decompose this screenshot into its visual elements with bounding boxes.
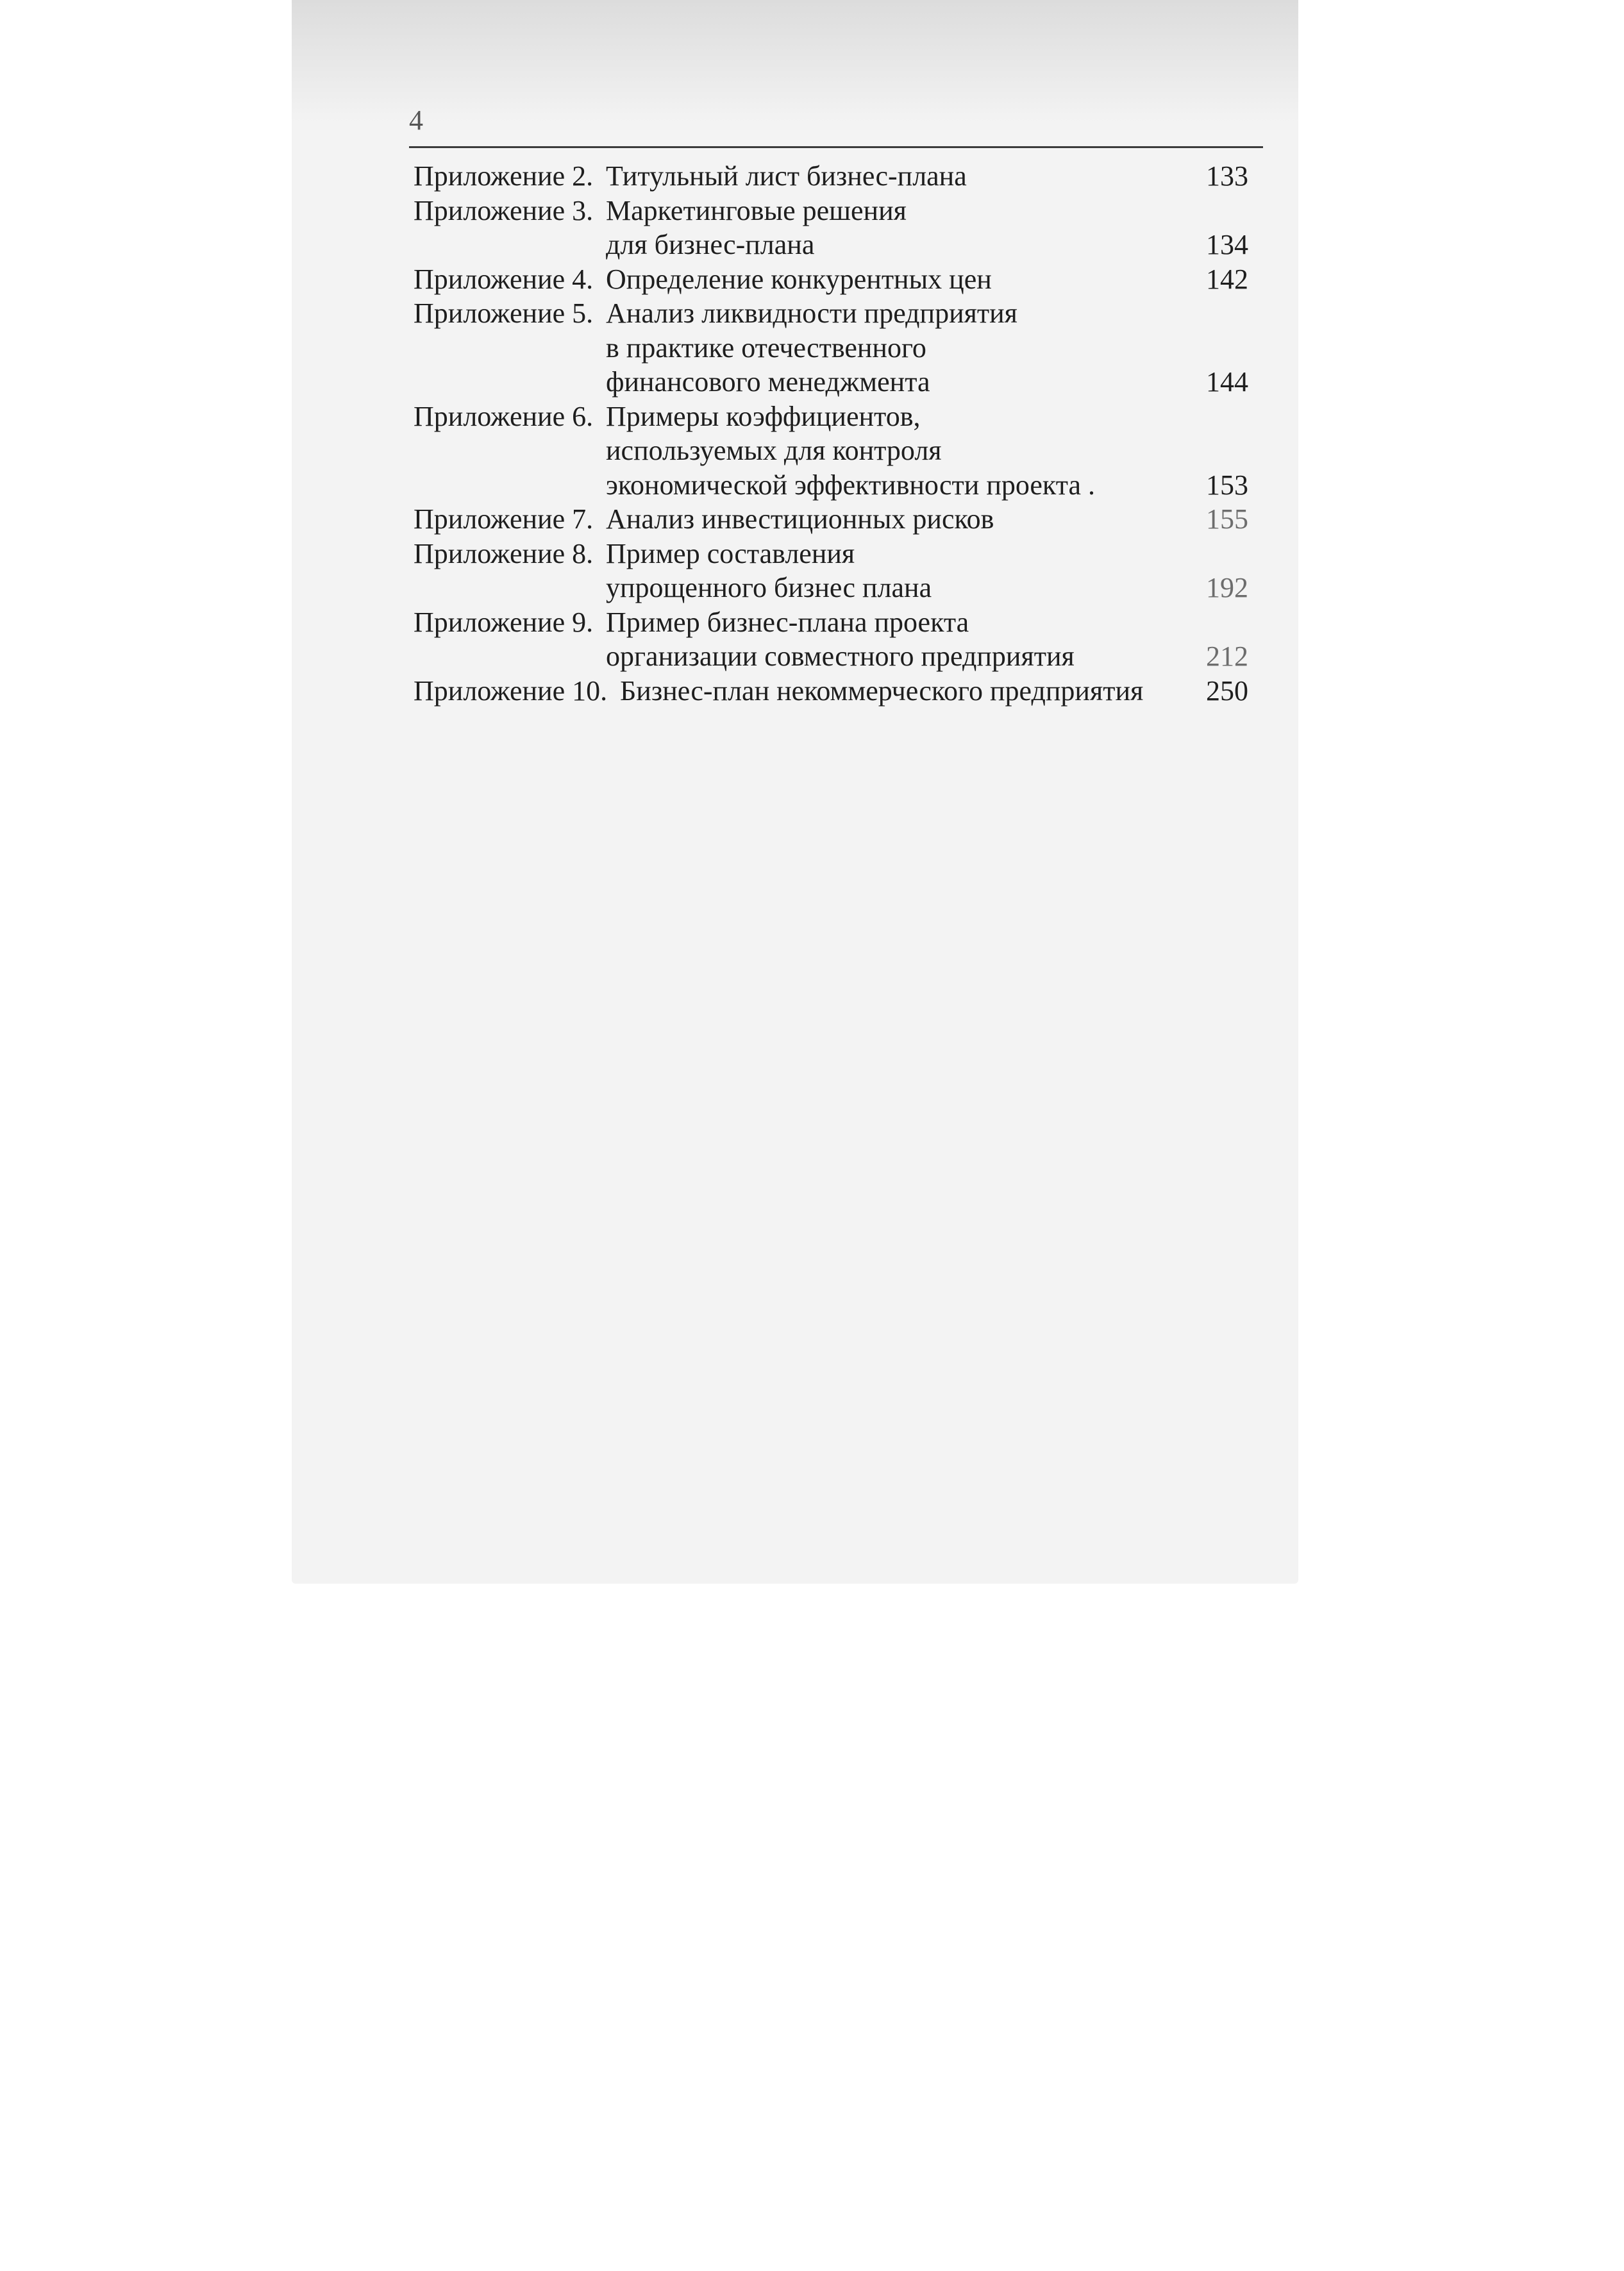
toc-entry-title-continued: финансового менеджмента [606, 366, 930, 398]
toc-entry-title: Бизнес-план некоммерческого предприятия [620, 675, 1144, 707]
toc-entry [414, 537, 1263, 571]
toc-entry-label: Приложение 2. [414, 160, 594, 192]
toc-entry [414, 159, 1263, 194]
toc-entry-page: 142 [1206, 263, 1248, 295]
toc-entry [414, 262, 1263, 297]
scan-top-shadow [292, 0, 1298, 122]
toc-entry-title: Определение конкурентных цен [606, 263, 992, 295]
toc-entry-title-continued: экономической эффективности проекта . [606, 469, 1096, 501]
toc-entry-label: Приложение 4. [414, 263, 594, 295]
toc-entry-page: 192 [1206, 572, 1248, 603]
toc-entry-title: Анализ ликвидности предприятия [606, 297, 1017, 329]
toc-entry [414, 605, 1263, 640]
toc-entry [414, 296, 1263, 331]
toc-entry-label: Приложение 6. [414, 400, 594, 432]
toc-entry-continuation [414, 365, 1263, 399]
toc-entry-page: 155 [1206, 503, 1248, 535]
toc-entry-label: Приложение 8. [414, 537, 594, 569]
toc-entry-title-continued: упрощенного бизнес плана [606, 572, 932, 603]
toc-entry-page: 212 [1206, 641, 1248, 672]
toc-entry-title: Титульный лист бизнес-плана [606, 160, 967, 192]
toc-entry-label: Приложение 5. [414, 297, 594, 329]
toc-entry-continuation [414, 433, 1263, 468]
table-of-contents [414, 159, 1263, 708]
page-number: 4 [409, 105, 423, 136]
toc-entry-page: 144 [1206, 366, 1248, 398]
toc-entry-title: Примеры коэффициентов, [606, 400, 921, 432]
toc-entry-continuation [414, 228, 1263, 262]
toc-entry-title-continued: используемых для контроля [606, 435, 942, 466]
toc-entry-page: 153 [1206, 469, 1248, 501]
toc-entry-page: 133 [1206, 160, 1248, 192]
toc-entry-page: 250 [1206, 675, 1248, 707]
toc-entry [414, 502, 1263, 537]
toc-entry-title: Маркетинговые решения [606, 194, 907, 226]
toc-entry-label: Приложение 3. [414, 194, 594, 226]
toc-entry-title-continued: организации совместного предприятия [606, 641, 1075, 672]
toc-entry-title-continued: в практике отечественного [606, 331, 926, 364]
toc-entry-title: Пример бизнес-плана проекта [606, 606, 969, 638]
toc-entry-title: Анализ инвестиционных рисков [606, 503, 994, 535]
toc-entry-continuation [414, 639, 1263, 674]
toc-entry-label: Приложение 9. [414, 606, 594, 638]
toc-entry [414, 399, 1263, 434]
toc-entry-continuation [414, 571, 1263, 605]
toc-entry-title: Пример составления [606, 537, 855, 569]
toc-entry [414, 194, 1263, 228]
toc-entry-continuation [414, 468, 1263, 503]
toc-entry-label: Приложение 7. [414, 503, 594, 535]
toc-entry-continuation [414, 331, 1263, 365]
toc-entry [414, 674, 1263, 708]
header-rule [409, 146, 1263, 148]
toc-entry-label: Приложение 10. [414, 675, 608, 707]
toc-entry-page: 134 [1206, 229, 1248, 260]
toc-entry-title-continued: для бизнес-плана [606, 229, 815, 260]
